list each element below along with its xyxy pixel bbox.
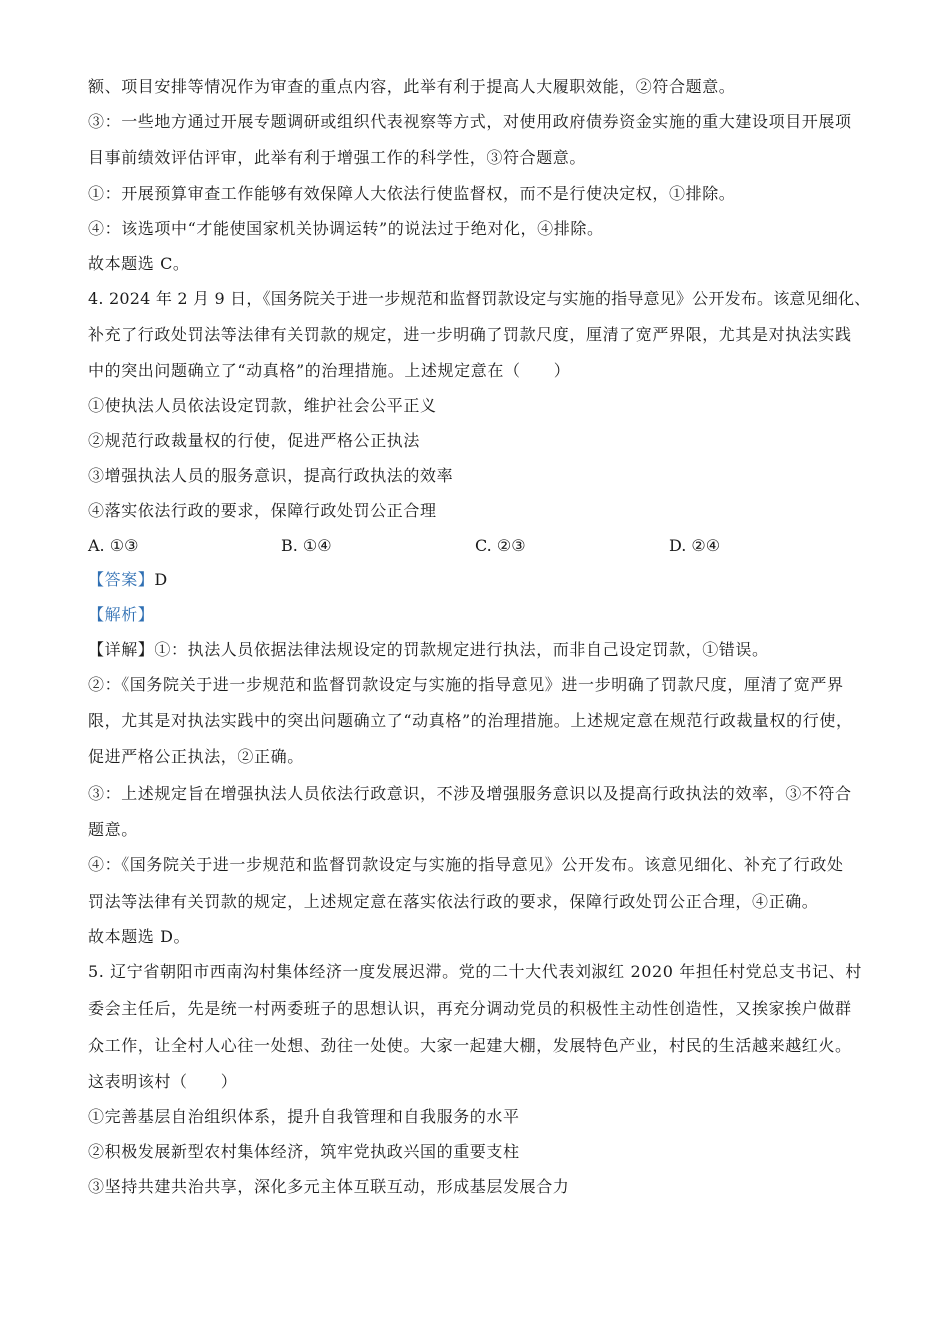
q3-tail-line-4: ①：开展预算审查工作能够有效保障人大依法行使监督权，而不是行使决定权，①排除。 bbox=[88, 184, 736, 203]
answer-value: D bbox=[154, 570, 168, 589]
q4-statement-2: ②规范行政裁量权的行使，促进严格公正执法 bbox=[88, 431, 421, 450]
q4-detail-line-8: 罚法等法律有关罚款的规定，上述规定意在落实依法行政的要求，保障行政处罚公正合理，④正确。 bbox=[88, 892, 819, 911]
q4-detail-line-4: 促进严格公正执法，②正确。 bbox=[88, 747, 304, 766]
q5-statement-2: ②积极发展新型农村集体经济，筑牢党执政兴国的重要支柱 bbox=[88, 1142, 520, 1161]
q4-statement-3: ③增强执法人员的服务意识，提高行政执法的效率 bbox=[88, 466, 454, 485]
q5-stem-line-3: 众工作，让全村人心往一处想、劲往一处使。大家一起建大棚，发展特色产业，村民的生活越来越红火。 bbox=[88, 1036, 852, 1055]
q3-tail-line-3: 目事前绩效评估评审，此举有利于增强工作的科学性，③符合题意。 bbox=[88, 148, 587, 167]
q4-stem-line-2: 补充了行政处罚法等法律有关罚款的规定，进一步明确了罚款尺度，厘清了宽严界限，尤其是对执法实践 bbox=[88, 325, 852, 344]
q3-tail-line-2: ③：一些地方通过开展专题调研或组织代表视察等方式，对使用政府债券资金实施的重大建设项目开展项 bbox=[88, 112, 852, 131]
q5-stem-line-1: 5. 辽宁省朝阳市西南沟村集体经济一度发展迟滞。党的二十大代表刘淑红 2020 年担任村党总支书记、村 bbox=[88, 962, 862, 981]
q4-detail-line-6: 题意。 bbox=[88, 820, 138, 839]
q5-statement-3: ③坚持共建共治共享，深化多元主体互联互动，形成基层发展合力 bbox=[88, 1177, 570, 1196]
q4-statement-4: ④落实依法行政的要求，保障行政处罚公正合理 bbox=[88, 501, 437, 520]
answer-tag: 【答案】 bbox=[88, 570, 155, 589]
q3-tail-line-5: ④：该选项中“才能使国家机关协调运转”的说法过于绝对化，④排除。 bbox=[88, 219, 604, 238]
q4-detail-line-2: ②：《国务院关于进一步规范和监督罚款设定与实施的指导意见》进一步明确了罚款尺度，厘清了宽严界 bbox=[88, 675, 844, 694]
q4-statement-1: ①使执法人员依法设定罚款，维护社会公平正义 bbox=[88, 396, 437, 415]
q5-statement-1: ①完善基层自治组织体系，提升自我管理和自我服务的水平 bbox=[88, 1107, 520, 1126]
q4-option-c: C. ②③ bbox=[475, 536, 526, 555]
q5-stem-line-2: 委会主任后，先是统一村两委班子的思想认识，再充分调动党员的积极性主动性创造性，又挨家挨户做群 bbox=[88, 999, 852, 1018]
q4-option-a: A. ①③ bbox=[88, 536, 139, 555]
q4-stem-line-3: 中的突出问题确立了“动真格”的治理措施。上述规定意在（ ） bbox=[88, 361, 571, 380]
q4-detail-line-3: 限，尤其是对执法实践中的突出问题确立了“动真格”的治理措施。上述规定意在规范行政裁量权的行使， bbox=[88, 711, 853, 730]
q5-stem-line-4: 这表明该村（ ） bbox=[88, 1072, 238, 1091]
q4-detail-line-9: 故本题选 D。 bbox=[88, 927, 191, 946]
analysis-tag: 【解析】 bbox=[88, 605, 155, 624]
q4-answer-line bbox=[88, 570, 870, 590]
q4-option-d: D. ②④ bbox=[669, 536, 721, 555]
q4-option-b: B. ①④ bbox=[281, 536, 332, 555]
q4-detail-line-7: ④：《国务院关于进一步规范和监督罚款设定与实施的指导意见》公开发布。该意见细化、补充了行政处 bbox=[88, 855, 844, 874]
q4-detail-line-1: 【详解】①：执法人员依据法律法规设定的罚款规定进行执法，而非自己设定罚款，①错误。 bbox=[88, 640, 769, 659]
q3-tail-line-1: 额、项目安排等情况作为审查的重点内容，此举有利于提高人大履职效能，②符合题意。 bbox=[88, 77, 736, 96]
q4-detail-line-5: ③：上述规定旨在增强执法人员依法行政意识，不涉及增强服务意识以及提高行政执法的效率，③不符合 bbox=[88, 784, 852, 803]
q3-tail-line-6: 故本题选 C。 bbox=[88, 254, 190, 273]
q4-stem-line-1: 4. 2024 年 2 月 9 日，《国务院关于进一步规范和监督罚款设定与实施的指导意见》公开发布。该意见细化、 bbox=[88, 289, 871, 308]
